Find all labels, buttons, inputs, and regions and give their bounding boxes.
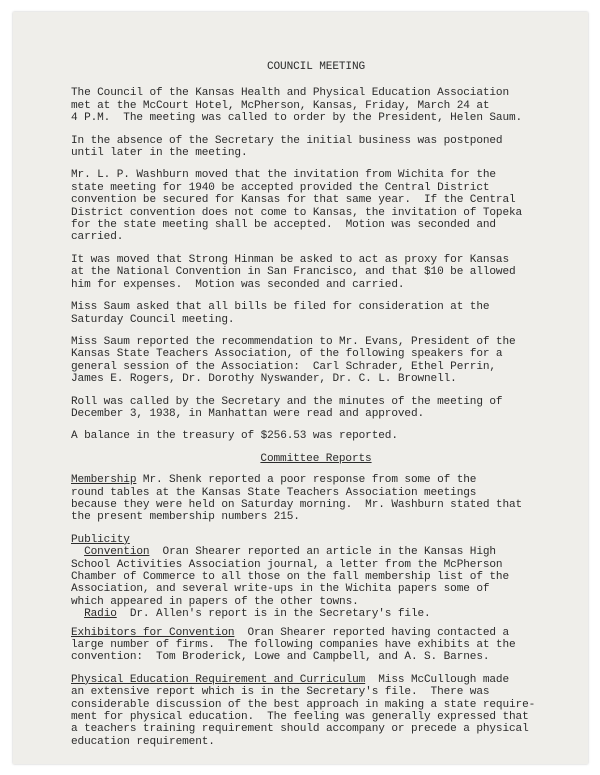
paragraph-bills: Miss Saum asked that all bills be filed for consideration at the Saturday Council meeting. xyxy=(71,301,490,326)
paragraph-speakers: Miss Saum reported the recommendation to Mr. Evans, President of the Kansas State Teachers Association, of the following speakers for a general session of the Association: Carl Schrader, Ethel Perrin, James E. Rogers, Dr. Dorothy Nyswander, Dr. C. L. Brownell. xyxy=(71,335,516,386)
document-body xyxy=(71,61,561,758)
publicity-label: Publicity xyxy=(71,533,130,546)
paragraph-wichita-invitation: Mr. L. P. Washburn moved that the invitation from Wichita for the state meeting for 1940 be accepted provided the Central District convention be secured for Kansas for that same year. If the Central District convention does not come to Kansas, the invitation of Topeka for the state meeting shall be accepted. Motion was seconded and carried. xyxy=(71,169,523,244)
paragraph-treasury: A balance in the treasury of $256.53 was reported. xyxy=(71,430,398,443)
paragraph-secretary-absence: In the absence of the Secretary the initial business was postponed until later in the meeting. xyxy=(71,134,503,160)
pe-requirement-report xyxy=(71,674,561,748)
membership-text: Mr. Shenk reported a poor response from some of the round tables at the Kansas State Teachers Association meetings because they were held on Saturday morning. Mr. Washburn stated that the present membership numbers 215. xyxy=(71,474,523,524)
document-page xyxy=(13,12,588,764)
exhibitors-text: Oran Shearer reported having contacted a large number of firms. The following companies have exhibits at the convention: Tom Broderick, Lowe and Campbell, and A. S. Barnes. xyxy=(71,626,516,664)
paragraph-meeting-opening: The Council of the Kansas Health and Physical Education Association met at the McCourt Hotel, McPherson, Kansas, Friday, March 24 at 4 P.M. The meeting was called to order by the President, Helen Saum. xyxy=(71,87,523,125)
paragraph-roll-call: Roll was called by the Secretary and the minutes of the meeting of December 3, 1938, in Manhattan were read and approved. xyxy=(71,395,503,420)
convention-label: Convention xyxy=(84,546,150,559)
radio-label: Radio xyxy=(84,608,117,621)
paragraph-proxy-motion: It was moved that Strong Hinman be asked to act as proxy for Kansas at the National Convention in San Francisco, and that $10 be allowed him for expenses. Motion was seconded and carried. xyxy=(71,253,516,291)
page-title: COUNCIL MEETING xyxy=(266,61,366,73)
pe-requirement-label: Physical Education Requirement and Curriculum xyxy=(71,673,366,686)
pe-requirement-text: Miss McCullough made an extensive report which is in the Secretary's file. There was considerable discussion of the best approach in making a state require- ment for physical education. The feeling was generally expressed that a teachers training requirement should accompany or precede a physical education requirement. xyxy=(71,673,536,748)
membership-report xyxy=(71,474,561,524)
exhibitors-label: Exhibitors for Convention xyxy=(71,626,235,639)
exhibitors-report xyxy=(71,627,561,664)
convention-text: Oran Shearer reported an article in the Kansas High School Activities Association journal, a letter from the McPherson Chamber of Commerce to all those on the fall membership list of the Association, and several write-ups in the Wichita papers some of which appeared in papers of the other towns. xyxy=(71,546,510,608)
committee-reports-heading: Committee Reports xyxy=(260,452,372,465)
radio-text: Dr. Allen's report is in the Secretary's file. xyxy=(116,608,431,621)
publicity-report xyxy=(71,534,561,621)
membership-label: Membership xyxy=(71,474,137,487)
